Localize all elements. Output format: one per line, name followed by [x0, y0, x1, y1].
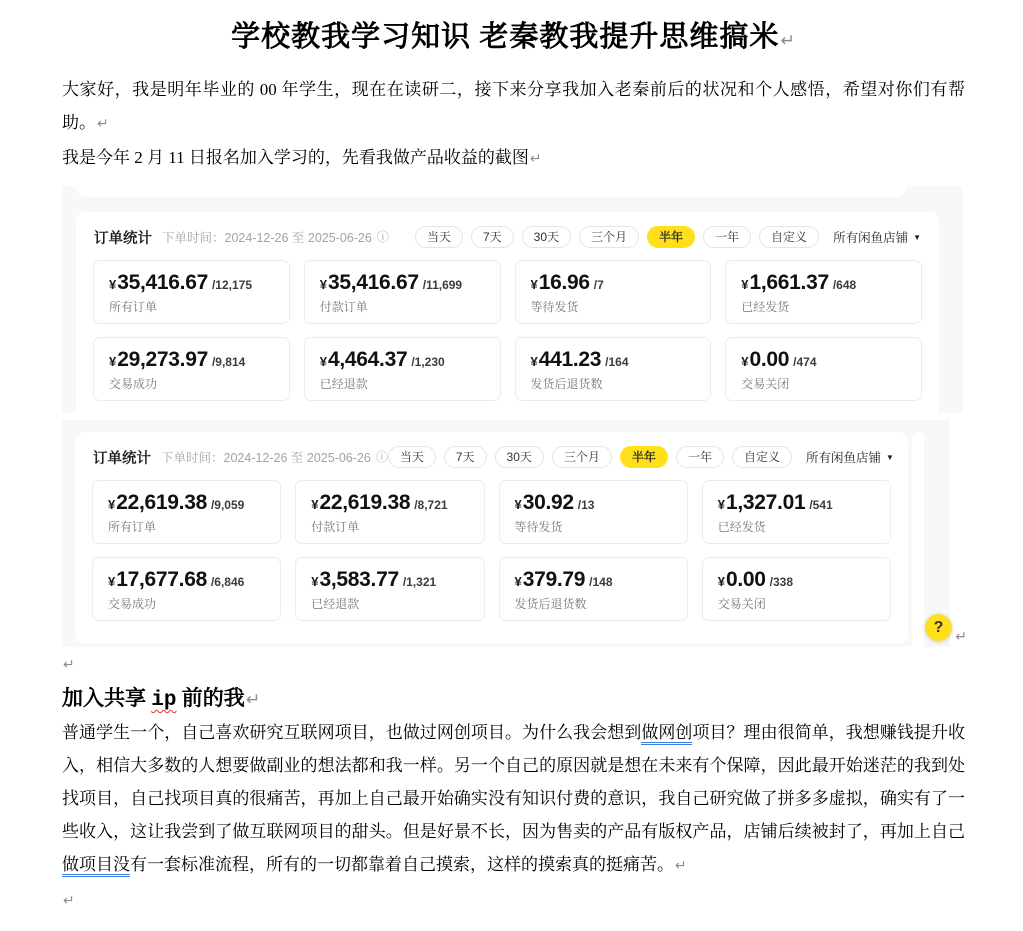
- stat-label: 发货后退货数: [514, 597, 587, 611]
- order-stats-panel: [76, 212, 939, 413]
- stat-count: /8,721: [414, 498, 448, 512]
- panel-header: [76, 212, 939, 259]
- stat-count: /338: [769, 575, 794, 589]
- stat-label: 等待发货: [530, 300, 579, 314]
- filter-chip-1y[interactable]: 一年: [703, 226, 751, 248]
- filter-chip-3m[interactable]: 三个月: [579, 226, 639, 248]
- stats-title: 订单统计: [93, 450, 151, 467]
- currency-symbol: ¥: [311, 574, 319, 589]
- stat-count: /11,699: [422, 278, 463, 292]
- paragraph-mark: ↵: [97, 116, 109, 132]
- currency-symbol: ¥: [319, 277, 327, 292]
- stat-card-returns-after-shipping: [499, 557, 688, 621]
- stat-count: /9,059: [210, 498, 245, 512]
- filter-chip-30d[interactable]: 30天: [522, 226, 571, 248]
- stats-card-grid: [76, 259, 939, 415]
- time-filter-chips: [415, 226, 819, 248]
- stat-label: 交易成功: [109, 377, 158, 391]
- stat-count: /648: [832, 278, 857, 292]
- stat-card-shipped: [702, 480, 891, 544]
- stat-value: 35,416.67: [327, 271, 419, 294]
- spellcheck-flagged-text: ip: [151, 689, 177, 712]
- filter-chip-halfyear-selected[interactable]: 半年: [620, 446, 668, 468]
- stat-label: 已经退款: [311, 597, 360, 611]
- paragraph-mark: ↵: [245, 690, 261, 710]
- intro-paragraph-2: [62, 141, 965, 176]
- stat-label: 已经发货: [741, 300, 790, 314]
- stat-value: 35,416.67: [117, 271, 208, 294]
- stat-card-refunded: [295, 557, 484, 621]
- paragraph-mark: ↵: [675, 858, 687, 874]
- shop-dropdown-label: 所有闲鱼店铺: [833, 231, 909, 245]
- panel-header: [75, 432, 908, 479]
- currency-symbol: ¥: [514, 574, 522, 589]
- stat-value: 379.79: [522, 568, 586, 591]
- intro-paragraph-1: [62, 73, 965, 141]
- currency-symbol: ¥: [319, 354, 327, 369]
- stat-card-all-orders: [92, 480, 281, 544]
- stat-count: /9,814: [211, 355, 246, 369]
- stat-value: 16.96: [538, 271, 590, 294]
- stat-count: /148: [589, 575, 613, 589]
- order-stats-screenshot-2: [62, 420, 967, 647]
- stat-card-awaiting-shipment: [499, 480, 688, 544]
- stat-value: 30.92: [522, 491, 574, 514]
- stat-card-refunded: [304, 337, 501, 401]
- paragraph-mark: ↵: [955, 629, 967, 645]
- currency-symbol: ¥: [717, 497, 725, 512]
- currency-symbol: ¥: [530, 354, 538, 369]
- page-title: [62, 14, 965, 55]
- stat-label: 付款订单: [311, 520, 360, 534]
- paragraph-mark: ↵: [529, 151, 542, 167]
- stat-count: /474: [793, 355, 817, 369]
- filter-chip-3m[interactable]: 三个月: [552, 446, 612, 468]
- section-heading-post: 前的我: [176, 686, 245, 710]
- empty-paragraph: [62, 647, 965, 680]
- scrollbar-track[interactable]: [912, 432, 924, 647]
- stat-label: 已经发货: [717, 520, 766, 534]
- stat-value: 1,661.37: [749, 271, 829, 294]
- filter-chip-custom[interactable]: 自定义: [732, 446, 792, 468]
- filter-chip-7d[interactable]: 7天: [471, 226, 514, 248]
- stat-count: /164: [605, 355, 629, 369]
- stat-label: 交易关闭: [741, 377, 790, 391]
- stats-title: 订单统计: [94, 230, 152, 247]
- currency-symbol: ¥: [514, 497, 522, 512]
- currency-symbol: ¥: [109, 354, 117, 369]
- stat-value: 3,583.77: [319, 568, 399, 591]
- stat-count: /541: [809, 498, 833, 512]
- section-heading: [62, 682, 965, 712]
- stat-value: 22,619.38: [116, 491, 207, 514]
- body-text: 项目？理由很简单，我想赚钱提升收入，相信大多数的人想要做副业的想法都和我一样。另一个自己的原因就是想在未来有个保障，因此最开始迷茫的我到处找项目，自己找项目真的很痛苦，再加上自己最开始确实没有知识付费的意识，我自己研究做了拼多多虚拟，确实有了一些收入，这让我尝到了做互联网项目的甜头。但是好景不长，因为售卖的产品有版权产品，店铺后续被封了，再加上自己: [62, 723, 966, 841]
- order-stats-panel: [75, 432, 908, 644]
- stat-card-awaiting-shipment: [515, 260, 712, 324]
- section-heading-pre: 加入共享: [62, 686, 152, 710]
- intro-paragraph-2-text: 我是今年 2 月 11 日报名加入学习的，先看我做产品收益的截图: [62, 148, 529, 167]
- filter-chip-7d[interactable]: 7天: [444, 446, 487, 468]
- stat-value: 4,464.37: [327, 348, 408, 371]
- stat-card-all-orders: [93, 260, 290, 324]
- stat-count: /1,230: [411, 355, 445, 369]
- stat-card-success: [92, 557, 281, 621]
- stat-value: 22,619.38: [319, 491, 411, 514]
- filter-chip-halfyear-selected[interactable]: 半年: [647, 226, 695, 248]
- filter-chip-custom[interactable]: 自定义: [759, 226, 819, 248]
- stat-value: 441.23: [538, 348, 602, 371]
- date-range-label: 下单时间：2024-12-26 至 2025-06-26: [162, 231, 372, 245]
- stats-card-grid: [75, 479, 908, 635]
- currency-symbol: ¥: [741, 277, 749, 292]
- paragraph-mark: ↵: [780, 31, 796, 51]
- shop-dropdown[interactable]: [833, 228, 921, 246]
- stat-label: 交易成功: [108, 597, 157, 611]
- chevron-down-icon: ▼: [885, 452, 894, 462]
- stat-card-success: [93, 337, 290, 401]
- stat-label: 发货后退货数: [530, 377, 603, 391]
- chevron-down-icon: ▼: [913, 232, 921, 242]
- cropped-panel-edge: [76, 186, 907, 197]
- stat-card-returns-after-shipping: [515, 337, 712, 401]
- help-button[interactable]: ?: [925, 614, 952, 641]
- shop-dropdown[interactable]: [806, 448, 894, 466]
- paragraph-mark: ↵: [63, 893, 75, 909]
- stat-label: 交易关闭: [717, 597, 766, 611]
- date-range-label: 下单时间：2024-12-26 至 2025-06-26: [161, 451, 371, 465]
- paragraph-mark: ↵: [63, 657, 75, 673]
- stat-label: 已经退款: [319, 377, 368, 391]
- currency-symbol: ¥: [109, 277, 117, 292]
- stat-count: /13: [577, 498, 595, 512]
- order-stats-screenshot-1: [62, 186, 963, 413]
- stat-label: 所有订单: [109, 300, 158, 314]
- stat-label: 等待发货: [514, 520, 563, 534]
- filter-chip-today[interactable]: 当天: [388, 446, 436, 468]
- currency-symbol: ¥: [717, 574, 725, 589]
- stat-count: /7: [593, 278, 604, 292]
- stat-value: 1,327.01: [725, 491, 806, 514]
- stat-count: /12,175: [211, 278, 253, 292]
- stat-value: 17,677.68: [116, 568, 207, 591]
- stat-value: 0.00: [725, 568, 766, 591]
- body-text: 普通学生一个，自己喜欢研究互联网项目，也做过网创项目。为什么我会想到: [62, 723, 642, 742]
- filter-chip-1y[interactable]: 一年: [676, 446, 724, 468]
- intro-paragraph-1-text: 大家好，我是明年毕业的 00 年学生，现在在读研二，接下来分享我加入老秦前后的状况和个人感悟，希望对你们有帮助。: [62, 80, 965, 132]
- currency-symbol: ¥: [311, 497, 319, 512]
- stat-count: /1,321: [402, 575, 437, 589]
- stat-value: 29,273.97: [117, 348, 208, 371]
- time-filter-chips: [388, 446, 792, 468]
- stat-card-paid-orders: [304, 260, 501, 324]
- currency-symbol: ¥: [741, 354, 749, 369]
- currency-symbol: ¥: [530, 277, 538, 292]
- page-title-text: 学校教我学习知识 老秦教我提升思维搞米: [231, 21, 780, 53]
- grammar-flagged-text: 做网创: [641, 723, 692, 745]
- empty-paragraph: [62, 883, 965, 916]
- stat-card-closed: [725, 337, 922, 401]
- body-paragraph: [62, 716, 965, 883]
- stat-label: 所有订单: [108, 520, 157, 534]
- info-icon[interactable]: ⓘ: [375, 450, 388, 464]
- filter-chip-today[interactable]: 当天: [415, 226, 463, 248]
- shop-dropdown-label: 所有闲鱼店铺: [805, 451, 881, 465]
- stat-card-shipped: [725, 260, 922, 324]
- filter-chip-30d[interactable]: 30天: [495, 446, 544, 468]
- info-icon[interactable]: ⓘ: [376, 230, 389, 244]
- body-text: 有一套标准流程，所有的一切都靠着自己摸索，这样的摸索真的挺痛苦。: [130, 855, 674, 874]
- stat-card-paid-orders: [295, 480, 484, 544]
- stat-card-closed: [702, 557, 891, 621]
- currency-symbol: ¥: [108, 574, 116, 589]
- grammar-flagged-text: 做项目没: [62, 855, 130, 877]
- currency-symbol: ¥: [108, 497, 116, 512]
- stat-label: 付款订单: [319, 300, 368, 314]
- stat-count: /6,846: [210, 575, 245, 589]
- stat-value: 0.00: [749, 348, 790, 371]
